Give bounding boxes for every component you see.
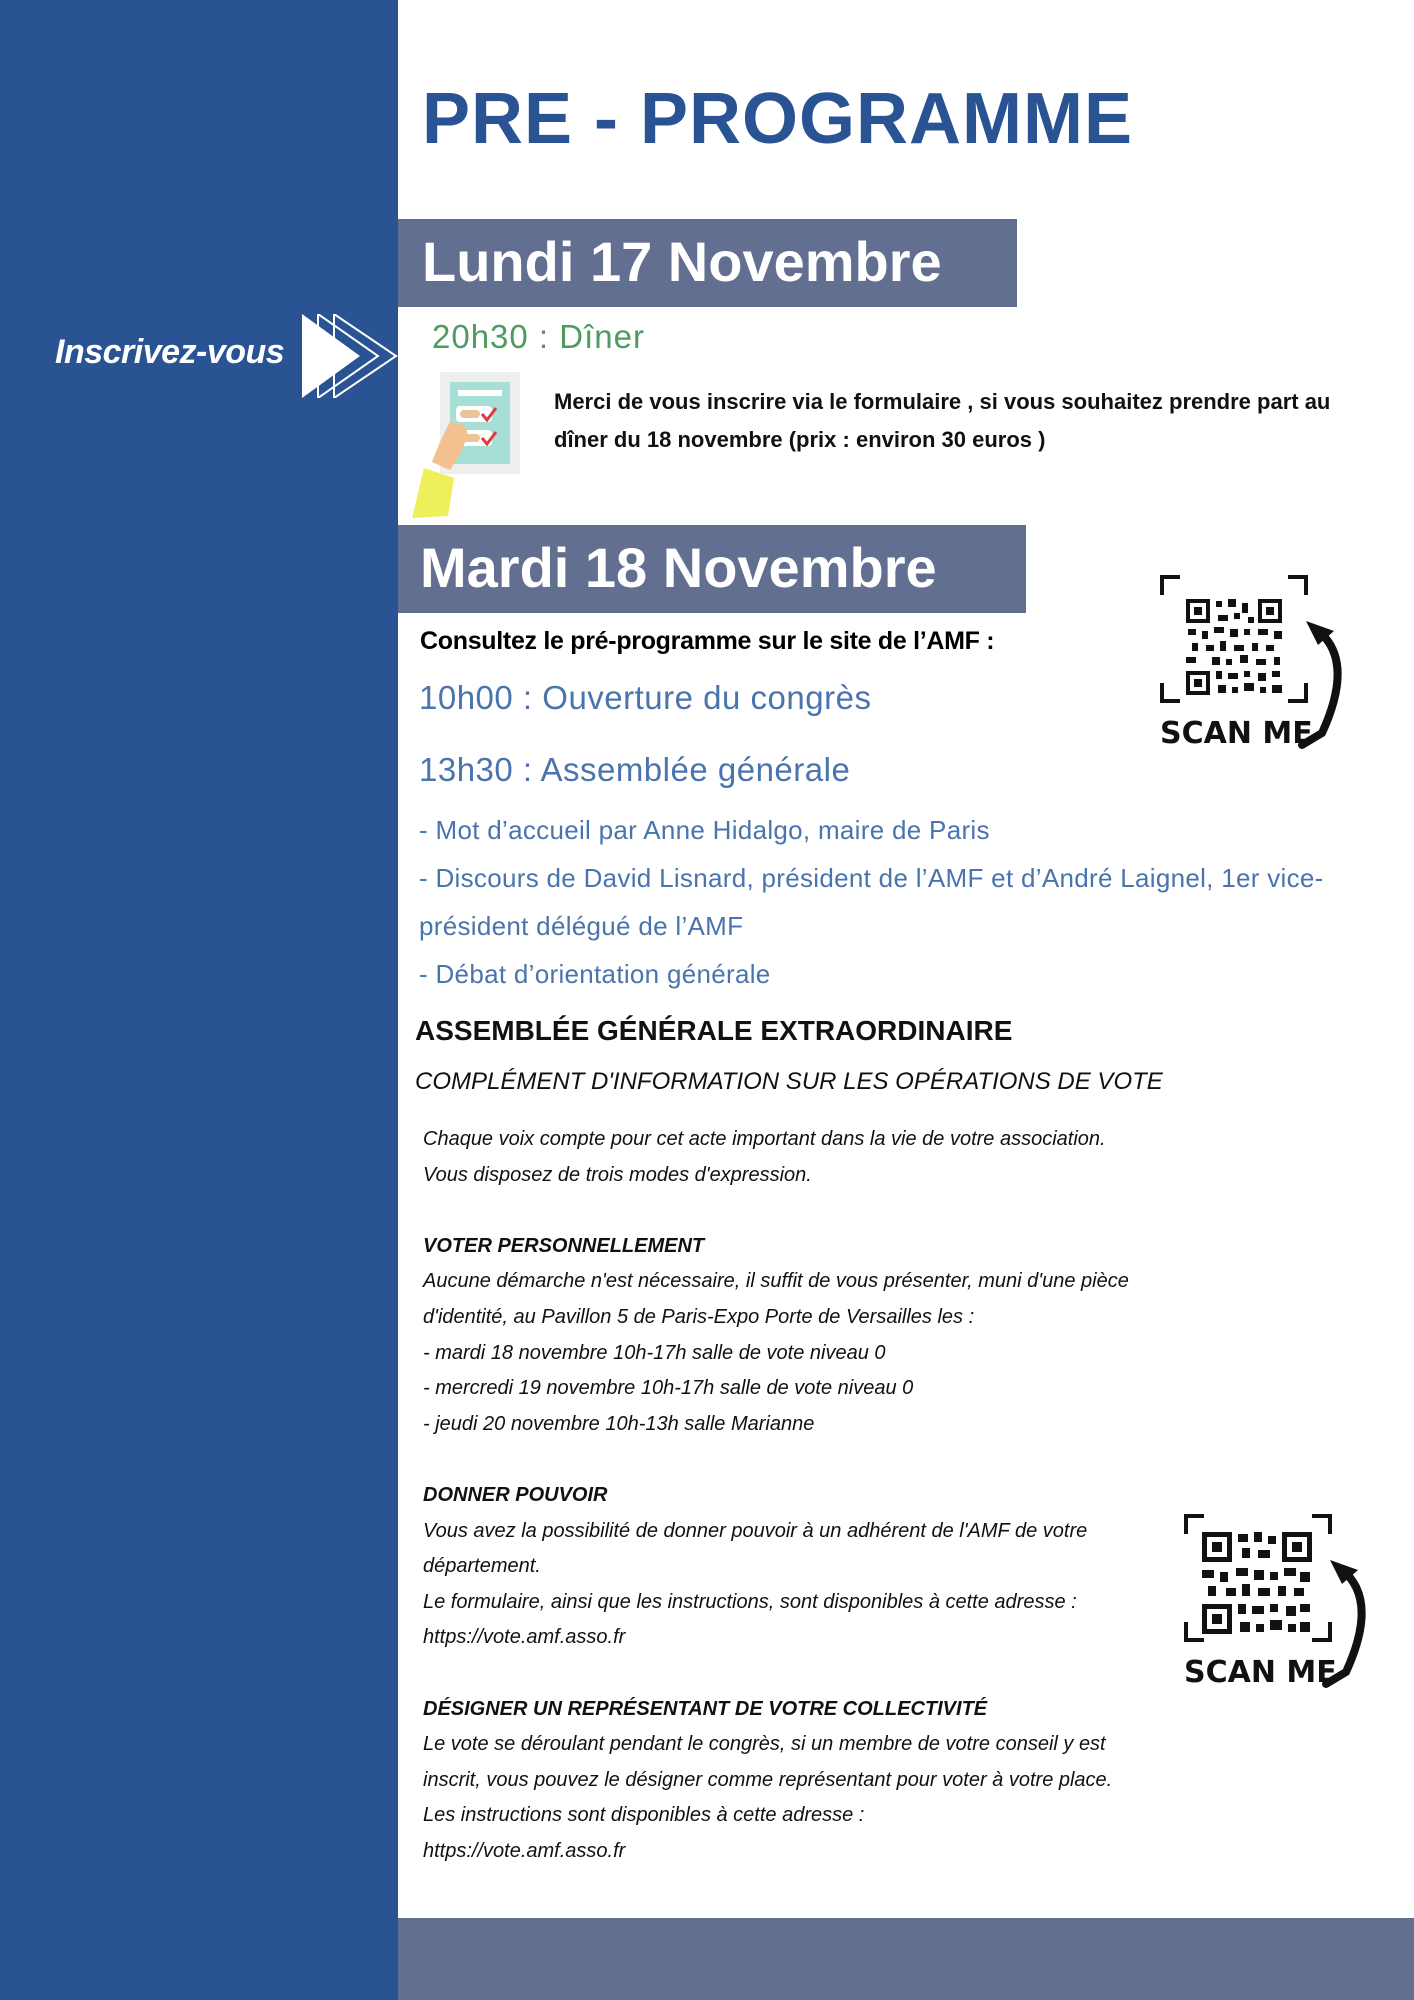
intro-line: Chaque voix compte pour cet acte important dans la vie de votre association. <box>423 1128 1106 1150</box>
body-line: Le formulaire, ainsi que les instructions, sont disponibles à cette adresse : <box>423 1590 1077 1613</box>
body-line: Le vote se déroulant pendant le congrès, si un membre de votre conseil y est <box>423 1733 1106 1756</box>
list-item: - Mot d’accueil par Anne Hidalgo, maire de Paris <box>419 815 990 845</box>
day-label: Mardi 18 Novembre <box>420 536 937 599</box>
body-line: Aucune démarche n'est nécessaire, il suffit de vous présenter, muni d'une pièce <box>423 1270 1129 1293</box>
scan-me-label: SCAN ME <box>1160 716 1313 751</box>
opening-time: 10h00 : Ouverture du congrès <box>419 679 872 716</box>
list-item: président délégué de l’AMF <box>419 911 744 941</box>
sidebar <box>0 0 398 2000</box>
day-banner-tuesday <box>398 525 1026 613</box>
body-line: - mercredi 19 novembre 10h-17h salle de vote niveau 0 <box>423 1377 914 1400</box>
qr-code-icon[interactable] <box>1158 573 1368 763</box>
register-link[interactable]: Inscrivez-vous <box>55 333 285 371</box>
assembly-items <box>419 806 1324 998</box>
section-heading-vote-in-person: VOTER PERSONNELLEMENT <box>423 1234 705 1257</box>
consult-program-text: Consultez le pré-programme sur le site de l’AMF : <box>420 627 995 655</box>
qr-code-icon[interactable] <box>1182 1512 1392 1702</box>
footer-bar <box>398 1918 1414 2000</box>
day-label: Lundi 17 Novembre <box>422 230 942 293</box>
body-line: - jeudi 20 novembre 10h-13h salle Marianne <box>423 1412 815 1435</box>
body-line: d'identité, au Pavillon 5 de Paris-Expo Porte de Versailles les : <box>423 1305 975 1328</box>
section-heading-representative: DÉSIGNER UN REPRÉSENTANT DE VOTRE COLLECTIVITÉ <box>423 1697 988 1720</box>
assembly-time: 13h30 : Assemblée générale <box>419 751 851 788</box>
note-line: dîner du 18 novembre (prix : environ 30 euros ) <box>554 427 1046 452</box>
body-line: département. <box>423 1555 541 1578</box>
voting-info-subtitle: COMPLÉMENT D'INFORMATION SUR LES OPÉRATIONS DE VOTE <box>415 1068 1163 1095</box>
body-line: inscrit, vous pouvez le désigner comme représentant pour voter à votre place. <box>423 1768 1113 1791</box>
vote-url-link[interactable]: https://vote.amf.asso.fr <box>423 1626 626 1649</box>
vote-url-link[interactable]: https://vote.amf.asso.fr <box>423 1839 626 1862</box>
voting-details <box>423 1122 1203 1869</box>
scan-me-label: SCAN ME <box>1184 1655 1337 1690</box>
body-line: Les instructions sont disponibles à cette adresse : <box>423 1804 865 1827</box>
dinner-registration-note <box>554 383 1354 459</box>
list-item: - Débat d’orientation générale <box>419 959 771 989</box>
list-item: - Discours de David Lisnard, président de l’AMF et d’André Laignel, 1er vice- <box>419 863 1324 893</box>
forward-arrows-icon[interactable] <box>300 314 400 398</box>
dinner-time: 20h30 : Dîner <box>432 318 645 355</box>
extraordinary-assembly-title: ASSEMBLÉE GÉNÉRALE EXTRAORDINAIRE <box>415 1015 1013 1046</box>
form-checklist-icon <box>406 372 522 518</box>
intro-line: Vous disposez de trois modes d'expression. <box>423 1163 812 1186</box>
day-banner-monday <box>398 219 1017 307</box>
body-line: - mardi 18 novembre 10h-17h salle de vote niveau 0 <box>423 1341 886 1364</box>
section-heading-proxy: DONNER POUVOIR <box>423 1483 608 1506</box>
page-title: PRE - PROGRAMME <box>422 79 1134 159</box>
body-line: Vous avez la possibilité de donner pouvoir à un adhérent de l'AMF de votre <box>423 1519 1088 1542</box>
note-line: Merci de vous inscrire via le formulaire , si vous souhaitez prendre part au <box>554 389 1331 414</box>
